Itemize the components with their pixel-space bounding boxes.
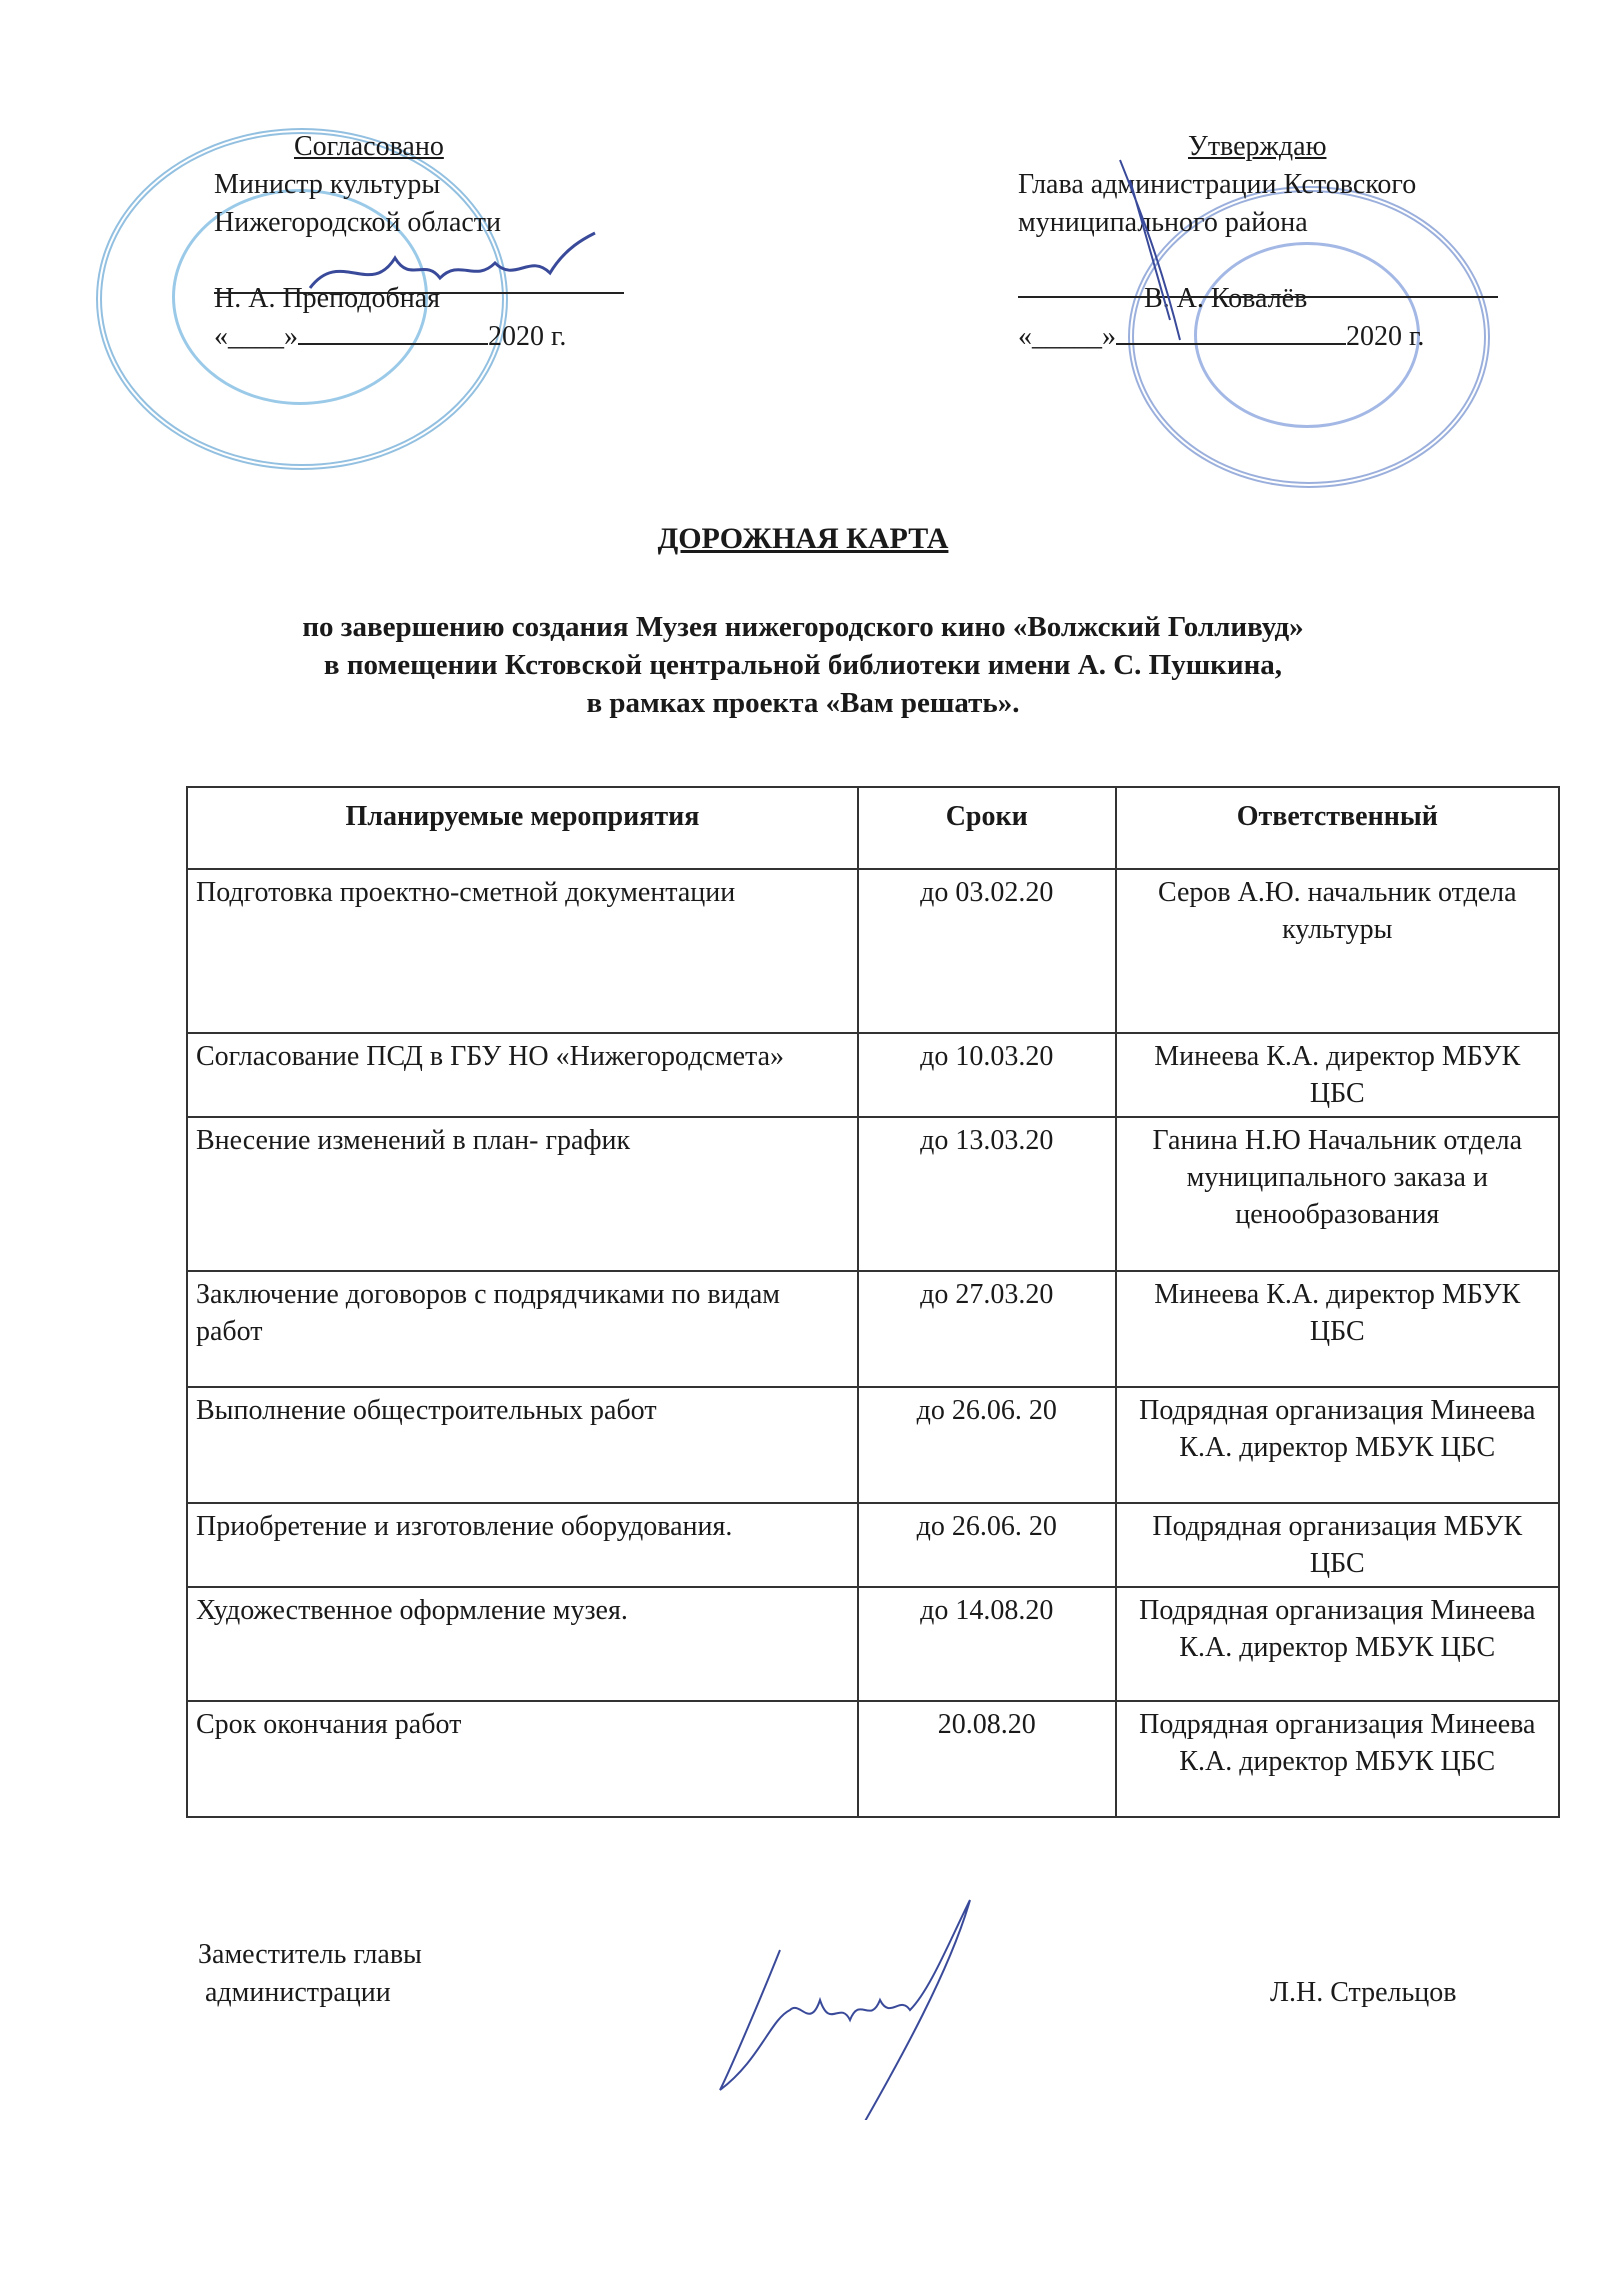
signature-footer [700,1880,1020,2120]
table-header-row [187,787,1559,869]
document-subtitle-2: в помещении Кстовской центральной библиотеки имени А. С. Пушкина, [323,649,1283,681]
approval-right-name: В. А. Ковалёв [1144,283,1308,314]
approval-right-date-suffix: 2020 г. [1346,321,1425,352]
table-row [187,1033,1559,1117]
responsible-cell: Серов А.Ю. начальник отдела культуры [1116,869,1559,1033]
deadline-cell: до 26.06. 20 [858,1387,1116,1503]
approval-left-line2: Нижегородской области [214,207,502,238]
approval-left-date-suffix: 2020 г. [488,321,567,352]
task-cell: Художественное оформление музея. [187,1587,858,1701]
responsible-cell: Подрядная организация Минеева К.А. директор МБУК ЦБС [1116,1387,1559,1503]
document-title: ДОРОЖНАЯ КАРТА [657,522,949,555]
approval-right-heading: Утверждаю [1188,131,1327,162]
responsible-cell: Подрядная организация Минеева К.А. директор МБУК ЦБС [1116,1587,1559,1701]
task-cell: Приобретение и изготовление оборудования. [187,1503,858,1587]
deadline-cell: до 10.03.20 [858,1033,1116,1117]
table-row [187,1117,1559,1271]
responsible-cell: Подрядная организация МБУК ЦБС [1116,1503,1559,1587]
footer-position [198,1936,422,2012]
deadline-cell: до 13.03.20 [858,1117,1116,1271]
approval-right-line1: Глава администрации Кстовского [1018,169,1417,200]
approval-left-heading: Согласовано [294,131,444,162]
task-cell: Срок окончания работ [187,1701,858,1817]
footer-name: Л.Н. Стрельцов [1270,1977,1457,2008]
header-responsible: Ответственный [1116,787,1559,869]
deadline-cell: 20.08.20 [858,1701,1116,1817]
signature-line-right [1018,296,1498,298]
approval-left-line1: Министр культуры [214,169,441,200]
approval-right [1018,128,1518,356]
approval-right-line2: муниципального района [1018,207,1308,238]
approval-right-date-prefix: «_____» [1018,321,1116,352]
deadline-cell: до 27.03.20 [858,1271,1116,1387]
header-tasks: Планируемые мероприятия [187,787,858,869]
table-row [187,1387,1559,1503]
table-row [187,869,1559,1033]
responsible-cell: Ганина Н.Ю Начальник отдела муниципального заказа и ценообразования [1116,1117,1559,1271]
responsible-cell: Минеева К.А. директор МБУК ЦБС [1116,1271,1559,1387]
table-row [187,1503,1559,1587]
document-subtitle-1: по завершению создания Музея нижегородского кино «Волжский Голливуд» [302,611,1304,643]
roadmap-table [186,786,1560,1818]
responsible-cell: Подрядная организация Минеева К.А. директор МБУК ЦБС [1116,1701,1559,1817]
header-deadline: Сроки [858,787,1116,869]
approval-left-date-prefix: «____» [214,321,298,352]
signature-right [1110,150,1230,350]
task-cell: Заключение договоров с подрядчиками по видам работ [187,1271,858,1387]
task-cell: Подготовка проектно-сметной документации [187,869,858,1033]
responsible-cell: Минеева К.А. директор МБУК ЦБС [1116,1033,1559,1117]
task-cell: Согласование ПСД в ГБУ НО «Нижегородсмета» [187,1033,858,1117]
approval-left-name: Н. А. Преподобная [214,283,441,314]
table-row [187,1271,1559,1387]
table-row [187,1701,1559,1817]
task-cell: Выполнение общестроительных работ [187,1387,858,1503]
deadline-cell: до 26.06. 20 [858,1503,1116,1587]
footer-position-line1: Заместитель главы [198,1939,422,1970]
table-row [187,1587,1559,1701]
task-cell: Внесение изменений в план- график [187,1117,858,1271]
signature-left [300,228,600,318]
deadline-cell: до 03.02.20 [858,869,1116,1033]
footer-position-line2: администрации [198,1977,391,2008]
deadline-cell: до 14.08.20 [858,1587,1116,1701]
document-subtitle-3: в рамках проекта «Вам решать». [586,687,1020,719]
